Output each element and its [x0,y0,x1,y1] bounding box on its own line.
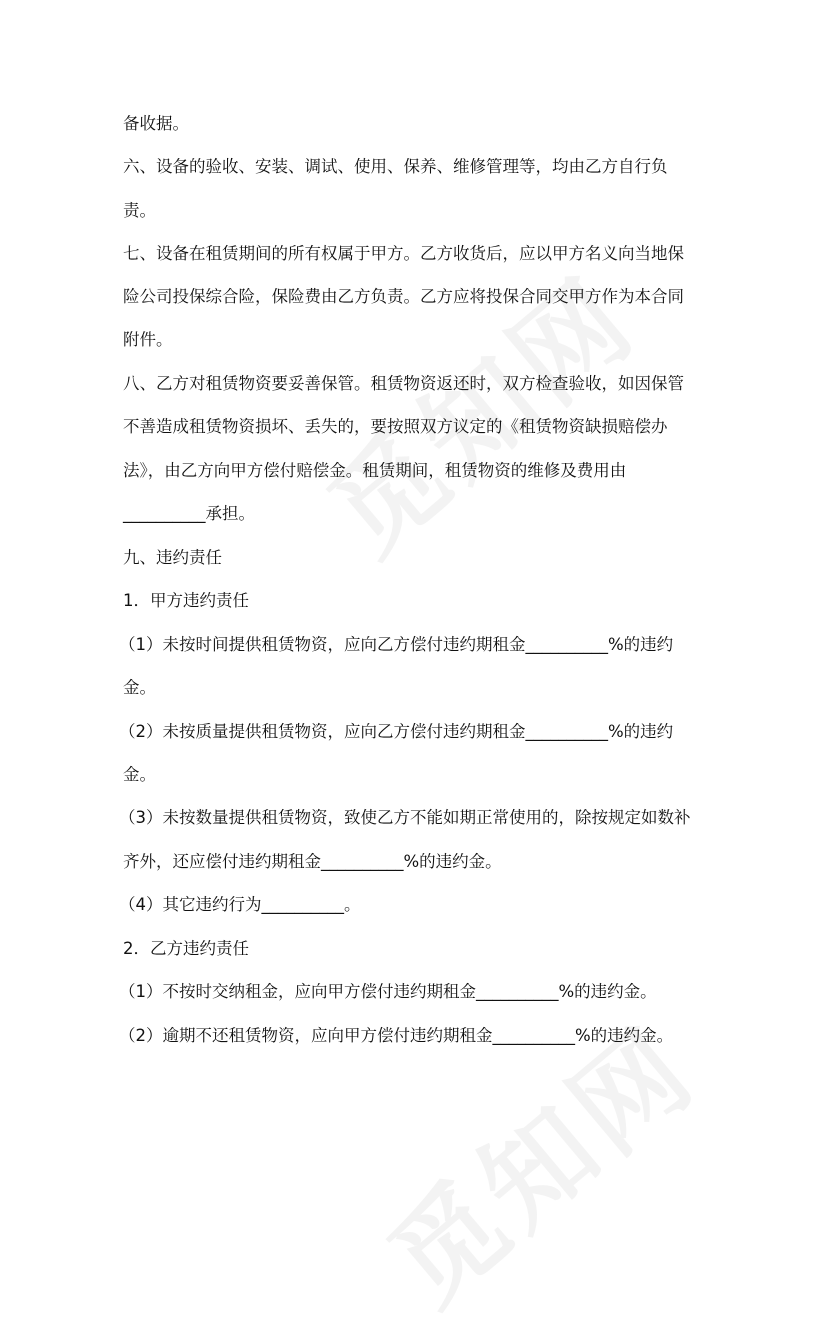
subsection-heading: 1．甲方违约责任 [123,591,249,610]
paragraph-line: （2）未按质量提供租赁物资，应向乙方偿付违约期租金__________%的违约 [119,722,674,741]
paragraph-line: 责。 [123,201,156,220]
paragraph-line: （1）未按时间提供租赁物资，应向乙方偿付违约期租金__________%的违约 [119,635,674,654]
paragraph-line: 险公司投保综合险，保险费由乙方负责。乙方应将投保合同交甲方作为本合同 [123,287,684,306]
paragraph-line: 不善造成租赁物资损坏、丢失的，要按照双方议定的《租赁物资缺损赔偿办 [123,417,668,436]
paragraph-line: 备收据。 [123,114,189,133]
paragraph-line: 法》，由乙方向甲方偿付赔偿金。租赁期间，租赁物资的维修及费用由 [123,461,627,480]
paragraph-line: 八、乙方对租赁物资要妥善保管。租赁物资返还时，双方检查验收，如因保管 [123,374,684,393]
paragraph-line: 七、设备在租赁期间的所有权属于甲方。乙方收货后，应以甲方名义向当地保 [123,244,684,263]
subsection-heading: 2．乙方违约责任 [123,939,249,958]
paragraph-line: （4）其它违约行为__________。 [119,895,361,914]
paragraph-line: （3）未按数量提供租赁物资，致使乙方不能如期正常使用的，除按规定如数补 [119,808,691,827]
paragraph-line: 金。 [123,765,156,784]
paragraph-line: 齐外，还应偿付违约期租金__________%的违约金。 [123,852,502,871]
paragraph-line: 附件。 [123,330,173,349]
paragraph-line: 金。 [123,678,156,697]
paragraph-line: （2）逾期不还租赁物资，应向甲方偿付违约期租金__________%的违约金。 [119,1026,674,1045]
paragraph-line: __________承担。 [123,504,255,523]
paragraph-line: （1）不按时交纳租金，应向甲方偿付违约期租金__________%的违约金。 [119,982,657,1001]
paragraph-line: 六、设备的验收、安装、调试、使用、保养、维修管理等，均由乙方自行负 [123,157,668,176]
section-heading: 九、违约责任 [123,548,222,567]
